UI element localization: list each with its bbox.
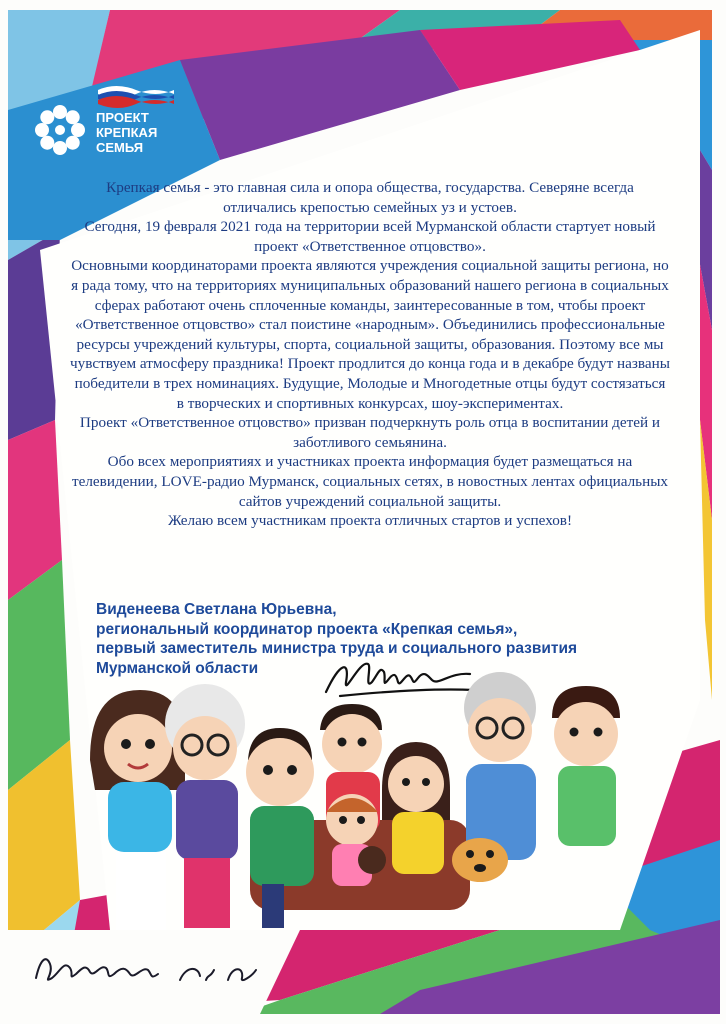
signer-role-1: региональный координатор проекта «Крепкая семья», [96, 620, 518, 638]
dog-figure [452, 838, 508, 882]
logo-line-2: КРЕПКАЯ [96, 125, 158, 140]
signer-role-2: первый заместитель министра труда и социального развития [96, 640, 578, 657]
logo-line-1: ПРОЕКТ [96, 110, 149, 125]
letter-paragraph: Основными координаторами проекта являются учреждения социальной защиты региона, но я рада тому, что на территориях муниципальных образований нашего региона в социальных сферах работают очень сплоченные команды, заинтересованные в том, чтобы проект «Ответственное отцовство» стал поистине «народным». Объединились профессиональные ресурсы учреждений культуры, спорта, социальной защиты, образования. Поэтому все мы чувствуем атмосферу праздника! Проект продлится до конца года и в декабре будут названы победители в трех номинациях. Будущие, Молодые и Многодетные отцы будут состязаться в творческих и спортивных конкурсах, шоу-экспериментах. [70, 257, 670, 412]
logo-line-3: СЕМЬЯ [96, 140, 144, 155]
letter-paragraph: Крепкая семья - это главная сила и опора общества, государства. Северяне всегда отличались крепостью семейных уз и устоев. [106, 179, 634, 216]
signer-name: Виденеева Светлана Юрьевна, [96, 601, 337, 618]
letter-paragraph: Обо всех мероприятиях и участниках проекта информация будет размещаться на телевидении, LOVE-радио Мурманск, социальных сетях, в новостных лентах официальных сайтов учреждений социальной защиты. [71, 453, 669, 510]
grandmother-figure [165, 684, 245, 928]
older-son-figure [552, 686, 620, 846]
young-mother-figure [382, 742, 450, 874]
letter-paragraph: Проект «Ответственное отцовство» призван подчеркнуть роль отца в воспитании детей и заботливого семьянина. [79, 414, 661, 451]
letter-paragraph: Желаю всем участникам проекта отличных стартов и успехов! [167, 512, 573, 530]
handwritten-note [30, 940, 270, 1000]
letter-paragraph: Сегодня, 19 февраля 2021 года на территории всей Мурманской области стартует новый проект «Ответственное отцовство». [84, 218, 656, 255]
grandfather-figure [464, 672, 536, 860]
signer-role-3: Мурманской области [96, 659, 259, 677]
